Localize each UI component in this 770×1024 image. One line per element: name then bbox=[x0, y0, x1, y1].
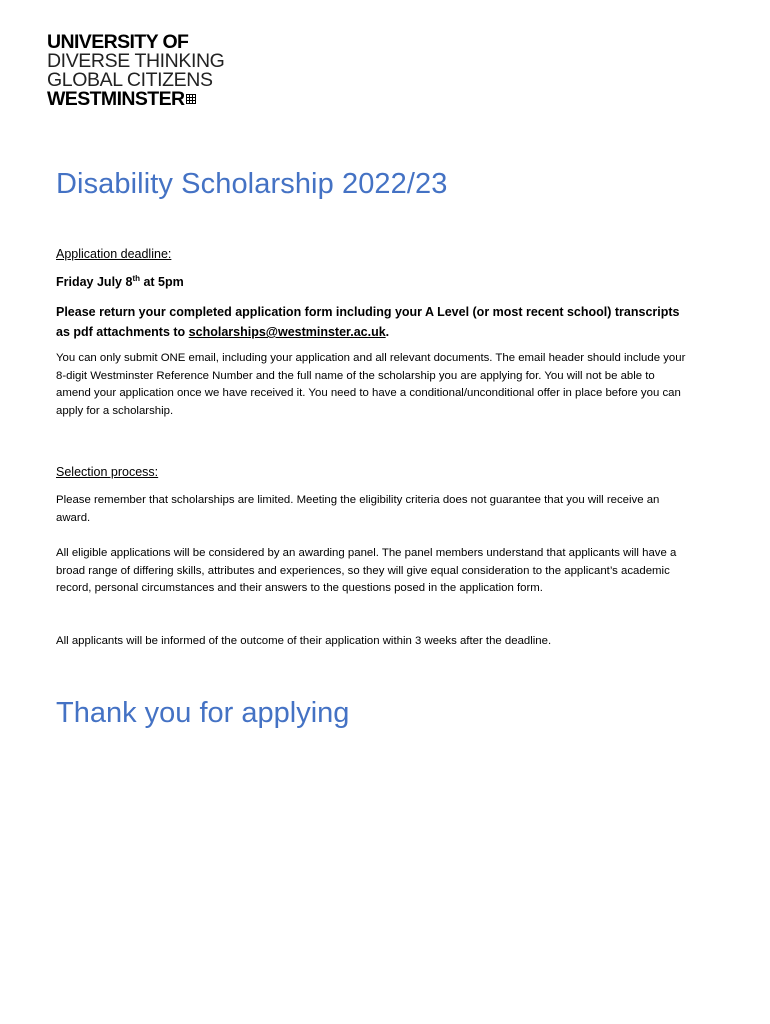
scholarship-email-link[interactable]: scholarships@westminster.ac.uk bbox=[188, 325, 386, 339]
submission-paragraph: You can only submit ONE email, including your application and all relevant documents. The email header should include your 8-digit Westminster Reference Number and the full name of the scholarship you are applying for. You will not be able to amend your application once we have received it. You need to have a conditional/unconditional offer in place before you can apply for a scholarship. bbox=[56, 352, 686, 417]
return-end: . bbox=[385, 325, 390, 339]
logo-line-4 bbox=[47, 90, 247, 109]
deadline-heading: Application deadline: bbox=[56, 247, 172, 261]
selection-heading: Selection process: bbox=[56, 465, 159, 479]
university-logo bbox=[47, 33, 247, 109]
logo-line-3: GLOBAL CITIZENS bbox=[47, 69, 213, 91]
return-text: Please return your completed application form including your A Level (or most recent school) transcripts as pdf attachments to bbox=[56, 305, 680, 339]
selection-paragraph-3: All applicants will be informed of the outcome of their application within 3 weeks after the deadline. bbox=[56, 635, 552, 647]
deadline-date bbox=[56, 275, 184, 289]
deadline-time: at 5pm bbox=[140, 275, 184, 289]
logo-line-1: UNIVERSITY OF bbox=[47, 31, 189, 53]
selection-paragraph-2: All eligible applications will be considered by an awarding panel. The panel members understand that applicants will have a broad range of differing skills, attributes and experiences, so they will give equal consideration to the applicant’s academic record, personal circumstances and their answers to the questions posed in the application form. bbox=[56, 547, 677, 595]
return-instructions bbox=[56, 302, 696, 342]
deadline-day: Friday July 8 bbox=[56, 275, 133, 289]
closing-heading: Thank you for applying bbox=[56, 697, 350, 729]
selection-paragraph-1: Please remember that scholarships are limited. Meeting the eligibility criteria does not guarantee that you will receive an award. bbox=[56, 494, 660, 524]
document-title: Disability Scholarship 2022/23 bbox=[56, 168, 448, 200]
deadline-sup: th bbox=[132, 274, 140, 283]
logo-line-4-text: WESTMINSTER bbox=[47, 88, 185, 110]
grid-icon bbox=[186, 94, 196, 104]
logo-line-2: DIVERSE THINKING bbox=[47, 50, 225, 72]
